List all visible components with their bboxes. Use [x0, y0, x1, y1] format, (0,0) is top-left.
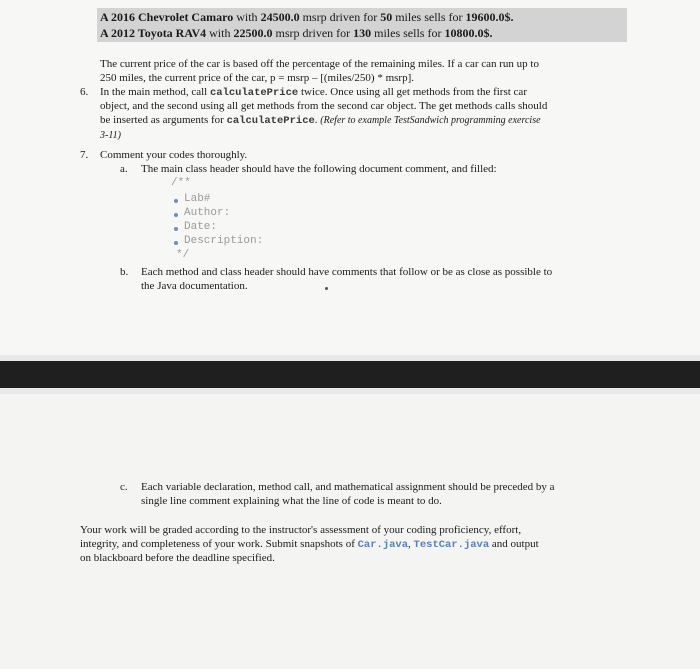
- item-7-number: 7.: [80, 149, 89, 161]
- bullet-icon: [174, 241, 178, 245]
- price-explanation-line-2: 250 miles, the current price of the car, p = msrp – [(miles/250) * msrp].: [100, 72, 414, 84]
- item-7b-line-2: the Java documentation.: [141, 280, 248, 292]
- bullet-icon: [174, 213, 178, 217]
- item-6-line-3: be inserted as arguments for calculatePrice. (Refer to example TestSandwich programming exercise: [100, 114, 541, 127]
- grading-line-1: Your work will be graded according to the instructor's assessment of your coding proficiency, effort,: [80, 524, 522, 536]
- item-7a-text: The main class header should have the following document comment, and filled:: [141, 163, 497, 175]
- output-line-car1: A 2016 Chevrolet Camaro with 24500.0 msrp driven for 50 miles sells for 19600.0$.: [100, 10, 514, 24]
- item-7a-label: a.: [120, 163, 128, 175]
- doc-field-description: Description:: [184, 235, 264, 247]
- item-6-line-1: In the main method, call calculatePrice twice. Once using all get methods from the first car: [100, 86, 527, 99]
- grading-line-3: on blackboard before the deadline specified.: [80, 552, 275, 564]
- grading-line-2: integrity, and completeness of your work. Submit snapshots of Car.java, TestCar.java and output: [80, 538, 539, 551]
- doc-field-lab: Lab#: [184, 193, 211, 205]
- doc-comment-close: */: [176, 249, 190, 261]
- page-divider-band: [0, 355, 700, 394]
- doc-comment-open: /**: [171, 177, 191, 189]
- item-7c-line-2: single line comment explaining what the line of code is meant to do.: [141, 495, 442, 507]
- item-7b-line-1: Each method and class header should have comments that follow or be as close as possible to: [141, 266, 553, 278]
- doc-field-author: Author:: [184, 207, 231, 219]
- output-line-car2: A 2012 Toyota RAV4 with 22500.0 msrp driven for 130 miles sells for 10800.0$.: [100, 26, 493, 40]
- item-7-text: Comment your codes thoroughly.: [100, 149, 248, 161]
- bullet-icon: [174, 227, 178, 231]
- item-6-line-4: 3-11): [100, 130, 121, 141]
- item-6-line-2: object, and the second using all get methods from the second car object. The get methods calls should: [100, 100, 548, 112]
- bullet-icon: [174, 199, 178, 203]
- item-7b-label: b.: [120, 266, 129, 278]
- item-7c-line-1: Each variable declaration, method call, and mathematical assignment should be preceded by a: [141, 481, 555, 493]
- item-6-number: 6.: [80, 86, 89, 98]
- item-7c-label: c.: [120, 481, 128, 493]
- price-explanation-line-1: The current price of the car is based off the percentage of the remaining miles. If a car can run up to: [100, 58, 539, 70]
- doc-field-date: Date:: [184, 221, 218, 233]
- stray-mark: [325, 287, 328, 290]
